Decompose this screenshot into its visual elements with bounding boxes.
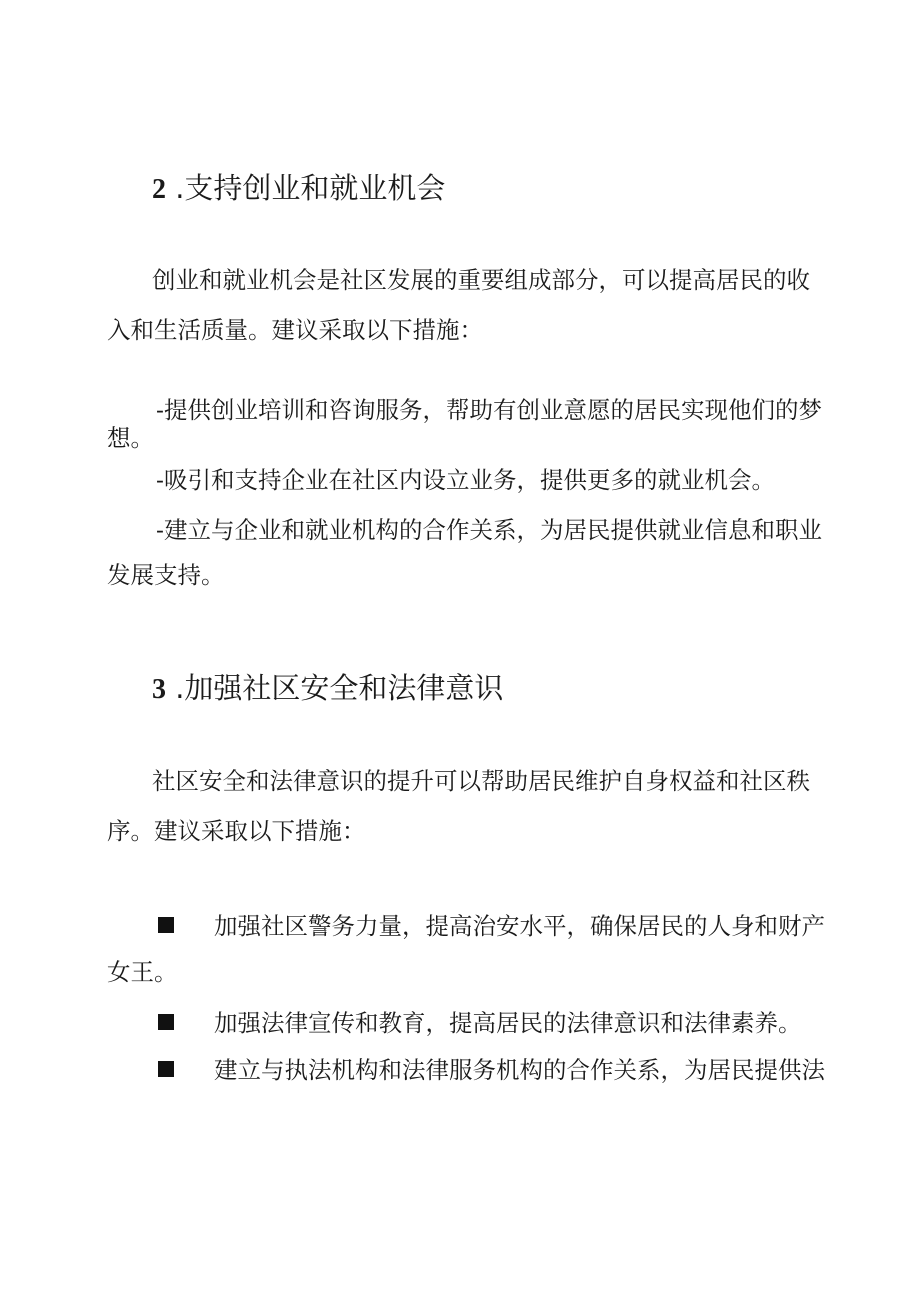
section-3-bullet-2-text: 加强法律宣传和教育，提高居民的法律意识和法律素养。 <box>214 1009 802 1037</box>
section-3-number: 3 <box>152 674 166 705</box>
section-2-item-1-line2: 想。 <box>107 424 154 452</box>
section-3-intro-line2: 序。建议采取以下措施： <box>107 817 366 845</box>
section-3-bullet-1 <box>158 902 828 950</box>
section-3-bullet-2 <box>158 999 828 1047</box>
section-2-title: .支持创业和就业机会 <box>175 171 446 205</box>
section-3-intro-line1: 社区安全和法律意识的提升可以帮助居民维护自身权益和社区秩 <box>152 767 810 795</box>
section-2-item-3-line1: -建立与企业和就业机构的合作关系，为居民提供就业信息和职业 <box>156 516 822 544</box>
square-bullet-icon <box>158 1061 174 1077</box>
square-bullet-icon <box>158 917 174 933</box>
section-2-item-2: -吸引和支持企业在社区内设立业务，提供更多的就业机会。 <box>156 466 775 494</box>
section-3-bullet-3-text: 建立与执法机构和法律服务机构的合作关系，为居民提供法 <box>214 1056 825 1084</box>
section-3-title: .加强社区安全和法律意识 <box>175 671 504 705</box>
section-2-number: 2 <box>152 174 166 205</box>
section-3-bullet-3 <box>158 1046 828 1094</box>
section-2-heading <box>152 168 445 210</box>
section-2-item-3-line2: 发展支持。 <box>107 561 225 589</box>
section-3-bullet-1-line2: 女王。 <box>107 958 178 986</box>
square-bullet-icon <box>158 1014 174 1030</box>
section-3-heading <box>152 668 503 710</box>
section-2-intro-line2: 入和生活质量。建议采取以下措施： <box>107 316 483 344</box>
section-3-bullet-1-line1: 加强社区警务力量，提高治安水平，确保居民的人身和财产 <box>214 912 825 940</box>
section-2-item-1-line1: -提供创业培训和咨询服务，帮助有创业意愿的居民实现他们的梦 <box>156 396 822 424</box>
section-2-intro-line1: 创业和就业机会是社区发展的重要组成部分，可以提高居民的收 <box>152 266 810 294</box>
